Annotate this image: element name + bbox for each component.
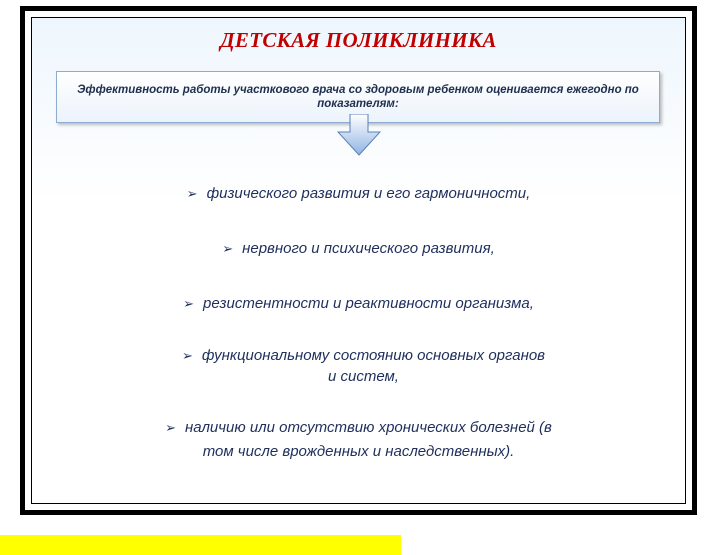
arrowhead-bullet-icon: ➢ (186, 186, 198, 201)
arrowhead-bullet-icon: ➢ (182, 348, 193, 363)
list-item (72, 293, 645, 314)
list-item (72, 238, 645, 259)
yellow-highlight-bar (0, 535, 401, 555)
list-item-text: нервного и психического развития, (242, 240, 495, 257)
intro-text: Эффективность работы участкового врача со здоровым ребенком оценивается ежегодно по показателям: (77, 84, 639, 110)
slide-panel (31, 17, 686, 504)
slide-frame (20, 6, 697, 515)
list-item-text: резистентности и реактивности организма, (203, 295, 534, 312)
list-item (182, 345, 545, 387)
list-item-text: функциональному состоянию основных органов и систем, (201, 347, 546, 385)
arrowhead-bullet-icon: ➢ (222, 241, 234, 256)
arrowhead-bullet-icon: ➢ (183, 296, 195, 311)
list-item (160, 416, 557, 464)
arrowhead-bullet-icon: ➢ (165, 420, 177, 435)
down-arrow-icon (337, 114, 381, 156)
list-item-text: физического развития и его гармоничности, (206, 185, 531, 202)
list-item-text: наличию или отсутствию хронических болезней (в том числе врожденных и наследственных). (185, 419, 552, 460)
list-item (72, 183, 645, 204)
slide-title: ДЕТСКАЯ ПОЛИКЛИНИКА (220, 28, 497, 52)
slide-inner-border (25, 11, 692, 510)
